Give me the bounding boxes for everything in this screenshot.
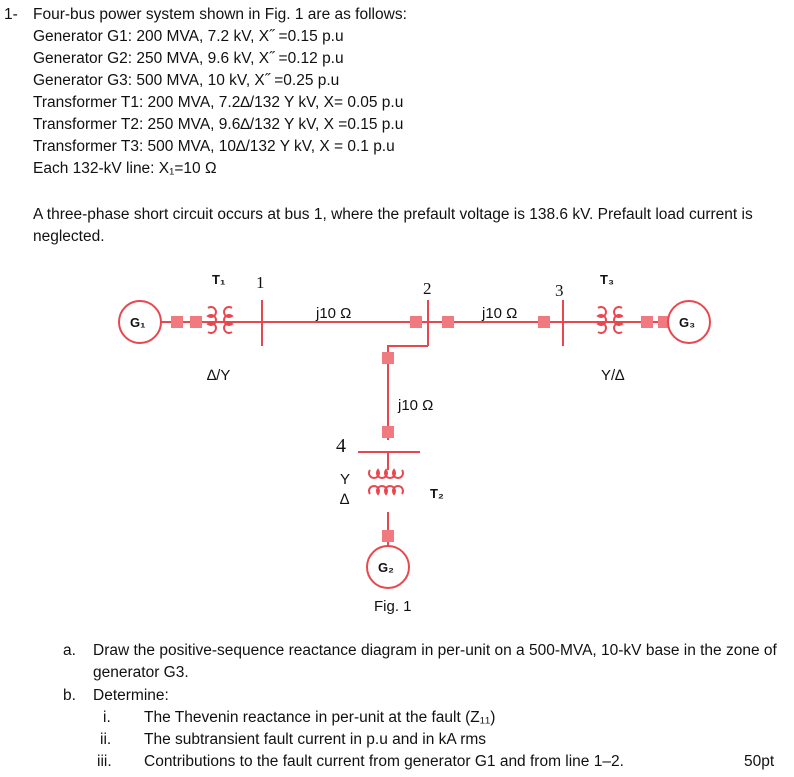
t2-label: T₂ [430, 486, 444, 501]
question-intro: Four-bus power system shown in Fig. 1 are as follows: [33, 6, 407, 23]
spec-g1: Generator G1: 200 MVA, 7.2 kV, X˝ =0.15 p.u [33, 28, 344, 45]
g1-label: G₁ [130, 315, 146, 330]
question-number: 1- [4, 6, 18, 23]
task-b-text: Determine: [93, 687, 169, 704]
t2-delta-label: ∆ [340, 491, 350, 508]
spec-t3: Transformer T3: 500 MVA, 10∆/132 Y kV, X = 0.1 p.u [33, 138, 395, 155]
one-line-diagram [0, 262, 794, 622]
bus-1-label: 1 [256, 273, 265, 292]
transformer-t3-icon [598, 307, 622, 333]
node-square [442, 316, 454, 328]
subtask-iii-marker: iii. [97, 753, 112, 770]
bus-2-label: 2 [423, 279, 432, 298]
t1-connection: ∆/Y [207, 367, 231, 384]
task-a-marker: a. [63, 642, 76, 659]
transformer-t1-icon [208, 307, 232, 333]
subtask-ii-marker: ii. [100, 731, 112, 748]
subtask-i-marker: i. [103, 709, 111, 726]
spec-t2: Transformer T2: 250 MVA, 9.6∆/132 Y kV, X =0.15 p.u [33, 116, 404, 133]
t1-label: T₁ [212, 272, 226, 287]
spec-line: Each 132-kV line: X₁=10 Ω [33, 160, 217, 177]
line-24-reactance: j10 Ω [398, 397, 434, 414]
task-b-marker: b. [63, 687, 76, 704]
t3-connection: Y/∆ [601, 367, 625, 384]
t2-y-label: Y [340, 471, 351, 488]
node-square [382, 530, 394, 542]
spec-t1: Transformer T1: 200 MVA, 7.2∆/132 Y kV, X= 0.05 p.u [33, 94, 404, 111]
node-square [641, 316, 653, 328]
subtask-i-text: The Thevenin reactance in per-unit at the fault (Z₁₁) [144, 709, 496, 726]
line-12-reactance: j10 Ω [316, 305, 352, 322]
node-square [190, 316, 202, 328]
bus-4-label: 4 [336, 435, 346, 457]
line-23-reactance: j10 Ω [482, 305, 518, 322]
node-square [171, 316, 183, 328]
g2-label: G₂ [378, 560, 394, 575]
bus-3-label: 3 [555, 281, 564, 300]
node-square [382, 426, 394, 438]
subtask-ii-text: The subtransient fault current in p.u and in kA rms [144, 731, 487, 748]
node-square [538, 316, 550, 328]
points-value: 50pt [744, 753, 775, 770]
spec-g2: Generator G2: 250 MVA, 9.6 kV, X˝ =0.12 p.u [33, 50, 344, 67]
t3-label: T₃ [600, 272, 614, 287]
subtask-iii-text: Contributions to the fault current from generator G1 and from line 1–2. [144, 753, 624, 770]
figure-caption: Fig. 1 [374, 598, 412, 615]
g3-label: G₃ [679, 315, 696, 330]
fault-description: A three-phase short circuit occurs at bus 1, where the prefault voltage is 138.6 kV. Prefault load current is neglected. [33, 206, 753, 245]
transformer-t2-icon [369, 470, 403, 494]
spec-g3: Generator G3: 500 MVA, 10 kV, X˝ =0.25 p.u [33, 72, 340, 89]
task-a-text: Draw the positive-sequence reactance diagram in per-unit on a 500-MVA, 10-kV base in the zone of generator G3. [93, 642, 777, 681]
node-square [410, 316, 422, 328]
node-square [382, 352, 394, 364]
